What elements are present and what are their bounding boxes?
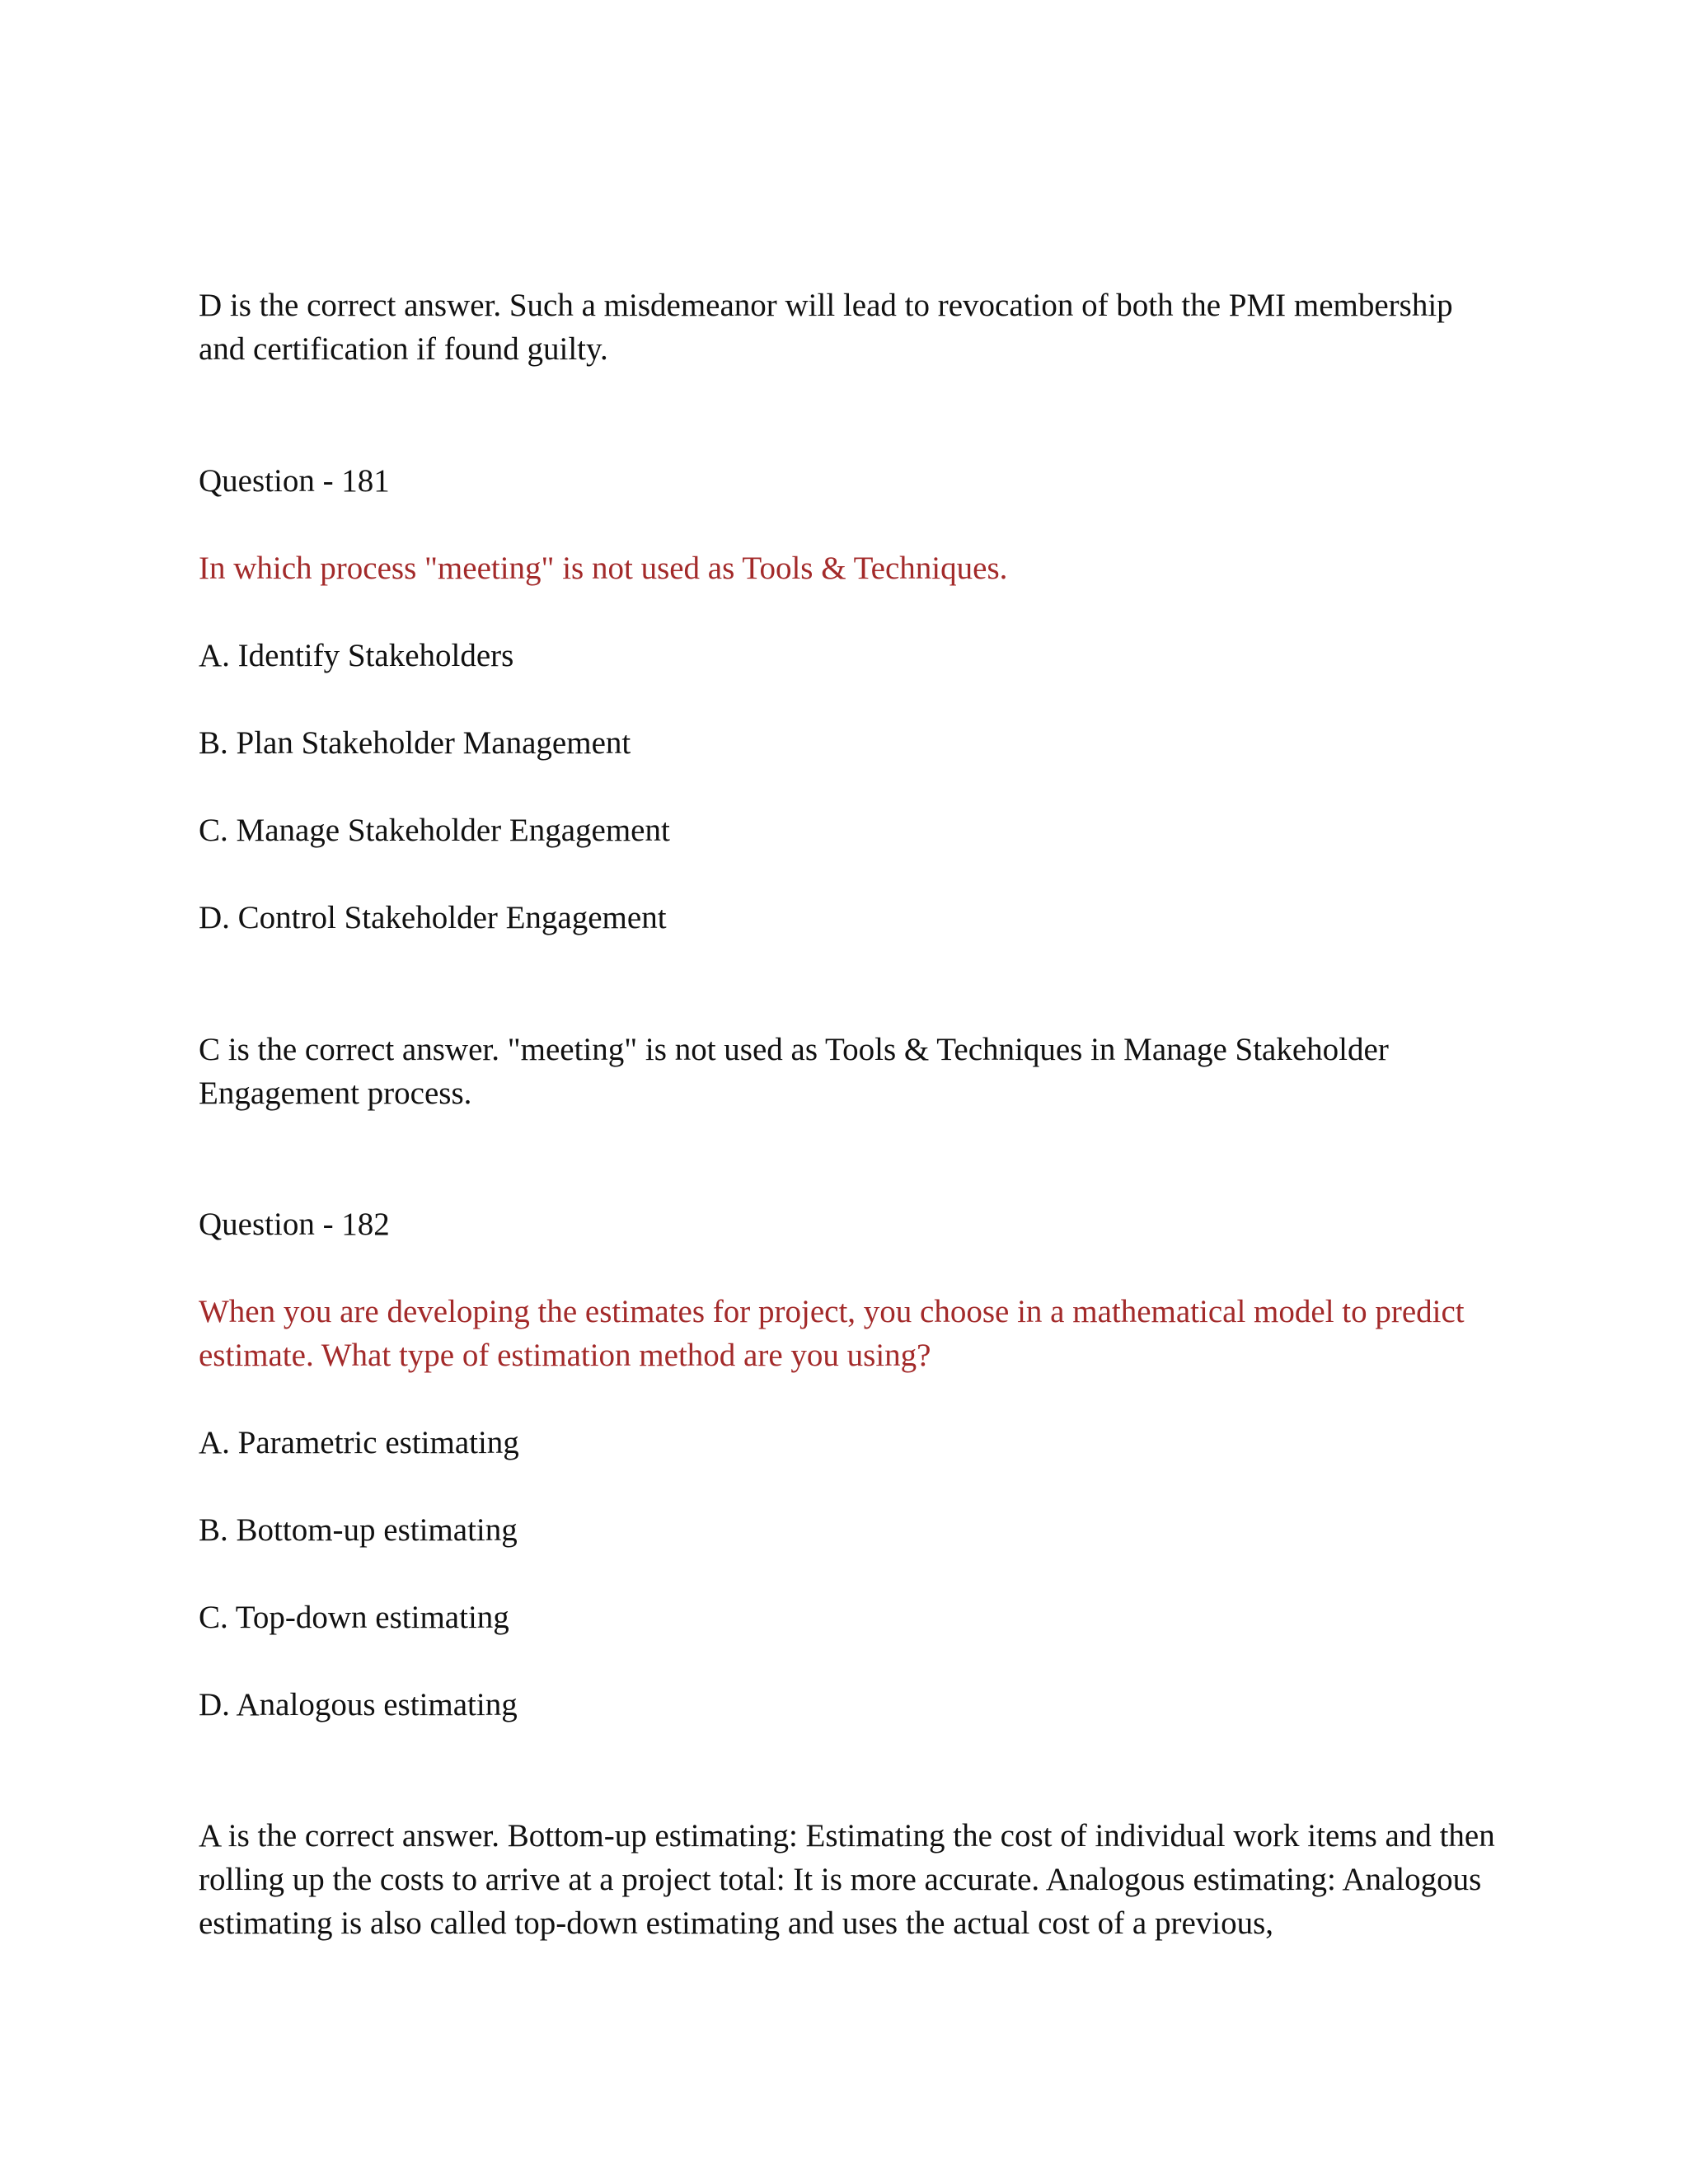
question-182-option-a: A. Parametric estimating [199,1425,519,1460]
question-182-option-b: B. Bottom-up estimating [199,1512,518,1548]
answer-182-text: A is the correct answer. Bottom-up estimating: Estimating the cost of individual work items and then rolling up the costs to arrive at a project total: It is more accurate. Analogous estimating: Analogous estimating is also called top-down estimating and uses the actual cost of a previous, [199,1818,1495,1941]
question-181-heading: Question - 181 [199,463,390,499]
question-182-text: When you are developing the estimates for project, you choose in a mathematical model to predict estimate. What type of estimation method are you using? [199,1294,1465,1373]
answer-180-text: D is the correct answer. Such a misdemeanor will lead to revocation of both the PMI membership and certification if found guilty. [199,288,1453,367]
question-181-text: In which process "meeting" is not used as Tools & Techniques. [199,551,1008,586]
question-181-option-b: B. Plan Stakeholder Management [199,725,631,761]
question-181-option-a: A. Identify Stakeholders [199,638,514,673]
question-181-option-c: C. Manage Stakeholder Engagement [199,813,670,848]
question-182-option-c: C. Top-down estimating [199,1600,509,1635]
question-181-option-d: D. Control Stakeholder Engagement [199,900,667,935]
question-182-option-d: D. Analogous estimating [199,1687,518,1722]
question-182-heading: Question - 182 [199,1207,390,1242]
answer-181-text: C is the correct answer. "meeting" is not used as Tools & Techniques in Manage Stakeholder Engagement process. [199,1032,1389,1111]
